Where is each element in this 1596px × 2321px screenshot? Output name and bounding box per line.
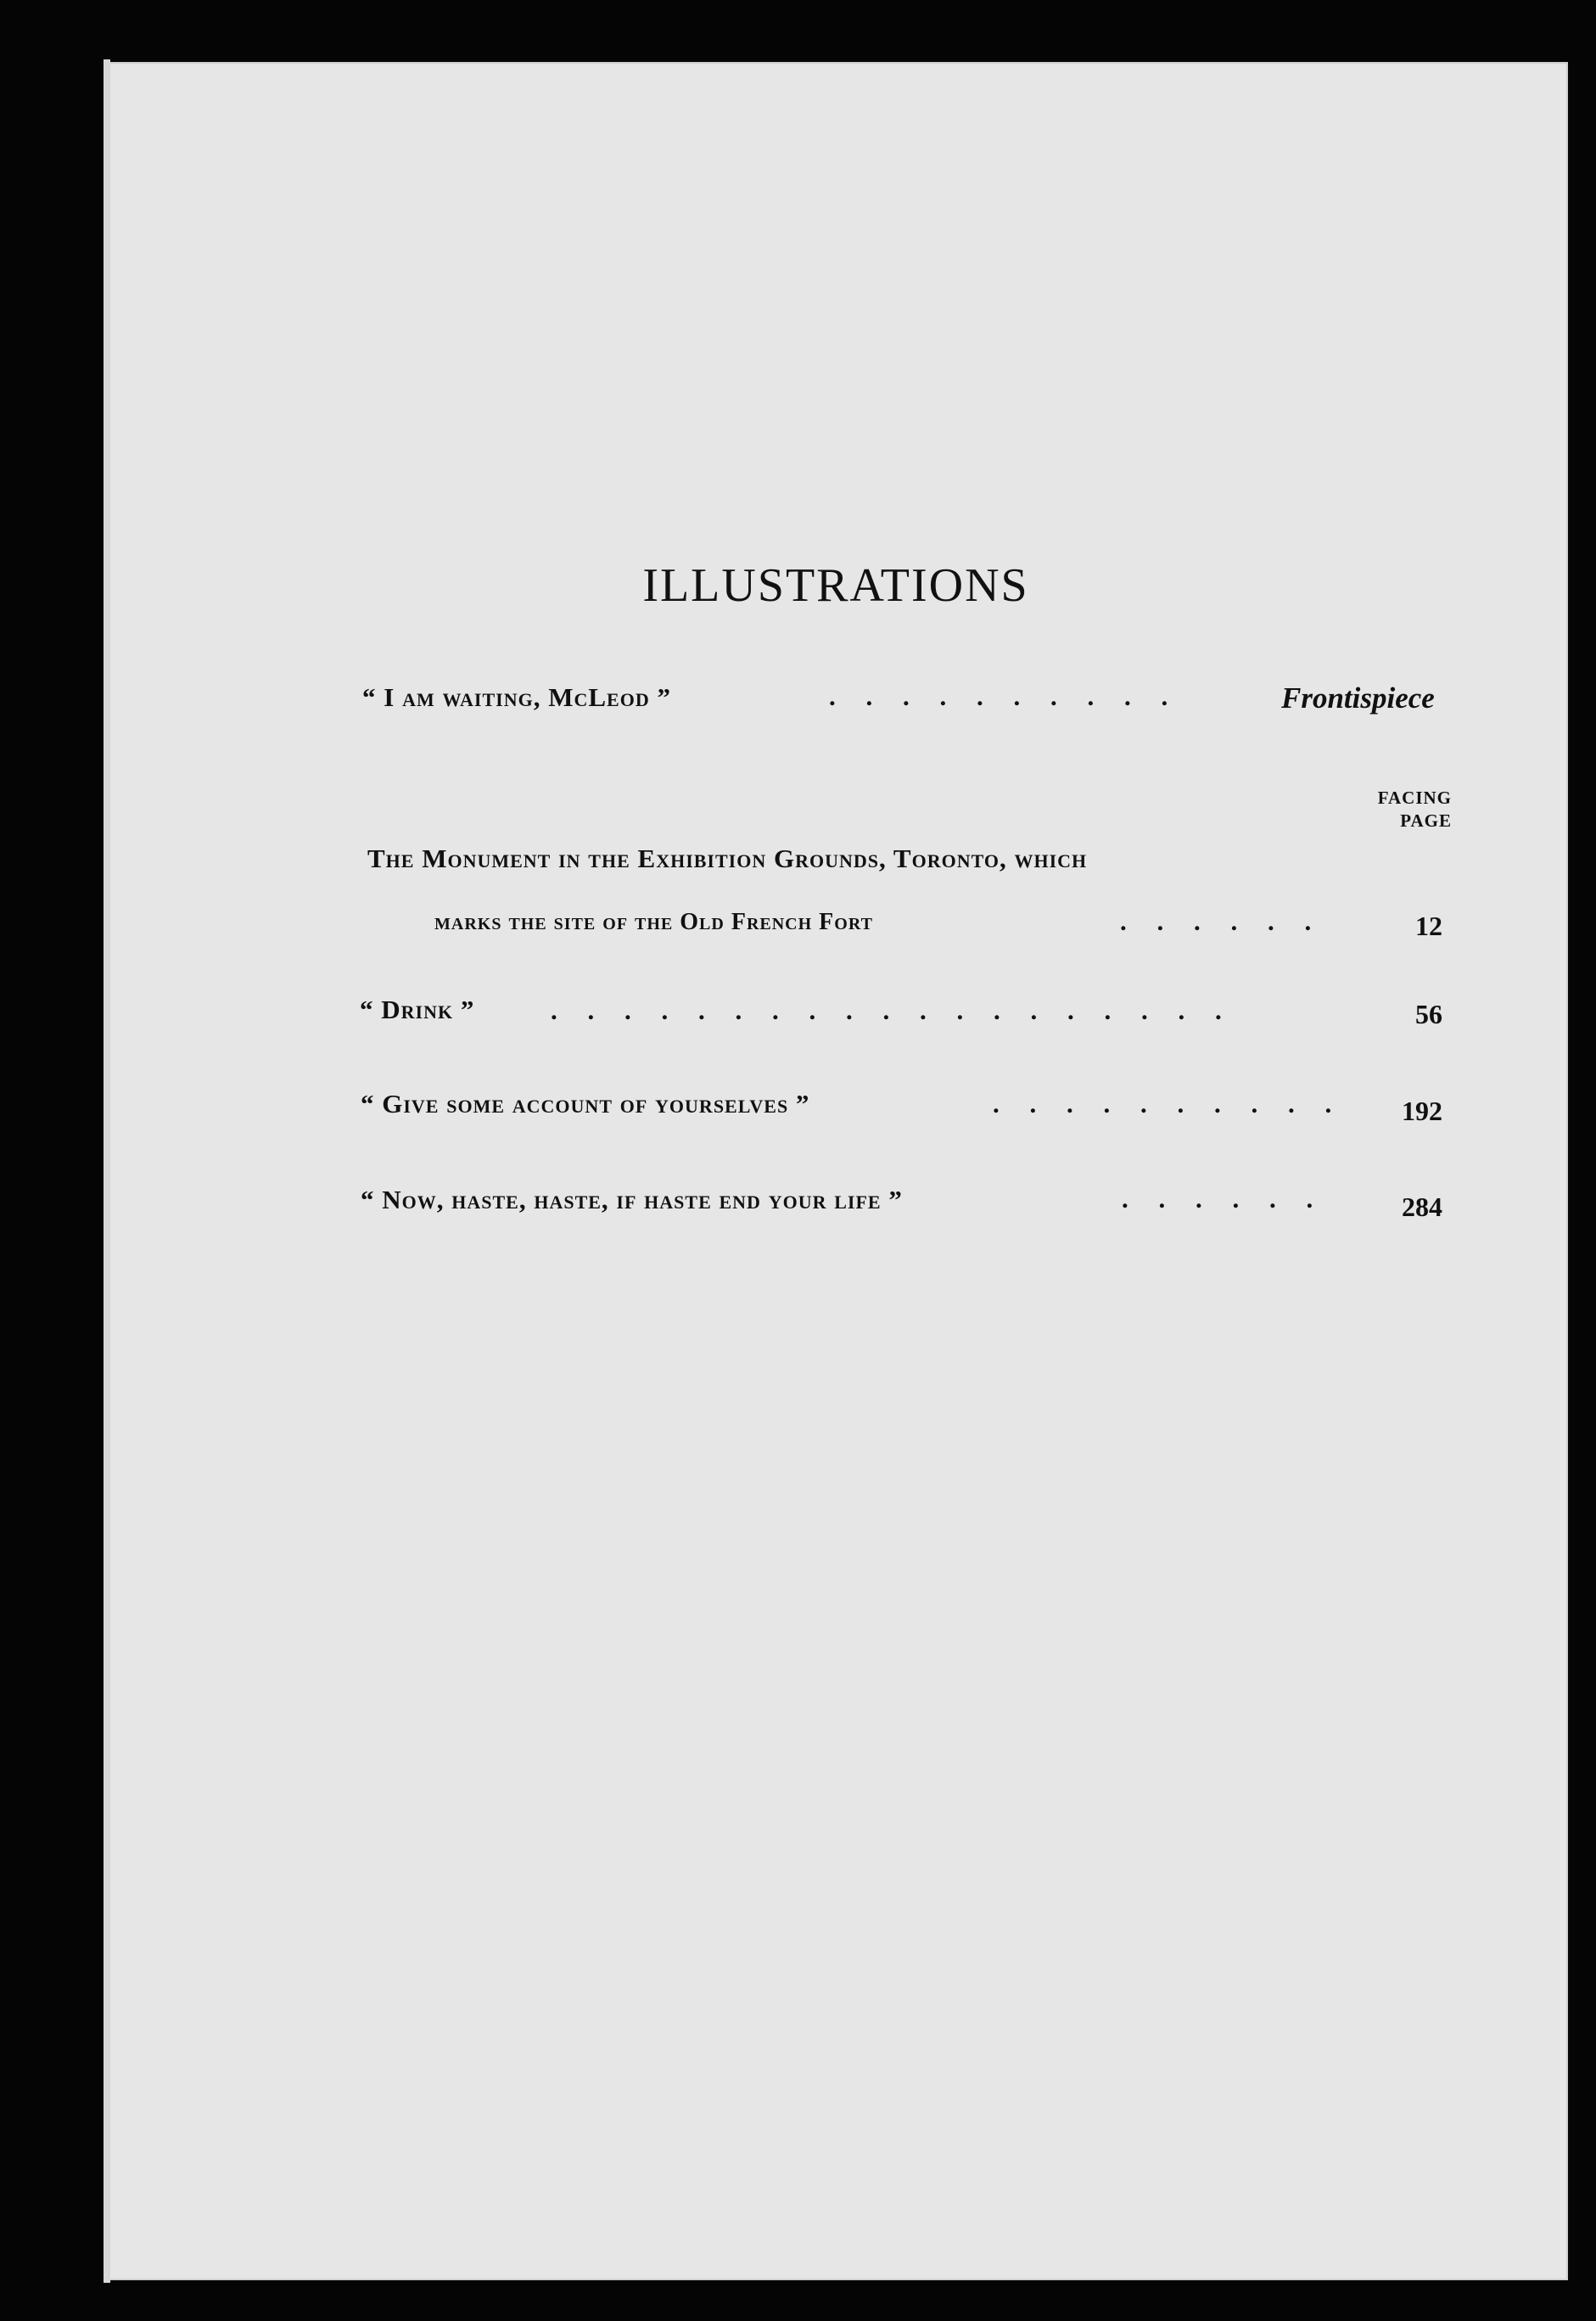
page-edge [104, 59, 110, 2283]
leader-dots: . . . . . . . . . . [829, 681, 1180, 711]
illustration-entry-title: “ Drink ” [360, 995, 475, 1024]
leader-dots: . . . . . . . . . . . . . . . . . . . [551, 995, 1234, 1025]
document-page [104, 62, 1568, 2280]
page-number: 56 [1415, 999, 1442, 1029]
facing-page-line: FACING [1377, 788, 1452, 808]
illustration-entry-continuation: marks the site of the Old French Fort [434, 909, 873, 935]
page-number: 12 [1415, 911, 1442, 941]
facing-page-label [1341, 787, 1452, 833]
leader-dots: . . . . . . . . . . [993, 1089, 1344, 1118]
facing-page-line: PAGE [1400, 810, 1452, 831]
page-number: 284 [1402, 1191, 1442, 1222]
frontispiece-label: Frontispiece [1281, 681, 1435, 715]
illustration-entry-title: “ Now, haste, haste, if haste end your life ” [361, 1185, 903, 1214]
page-number: 192 [1402, 1096, 1442, 1126]
leader-dots: . . . . . . [1120, 906, 1324, 936]
page-title: ILLUSTRATIONS [642, 559, 1029, 612]
leader-dots: . . . . . . [1122, 1184, 1325, 1214]
illustration-entry-title: The Monument in the Exhibition Grounds, Toronto, which [367, 844, 1088, 873]
illustration-entry-title: “ Give some account of yourselves ” [361, 1089, 810, 1118]
illustration-entry-title: “ I am waiting, McLeod ” [362, 682, 671, 712]
